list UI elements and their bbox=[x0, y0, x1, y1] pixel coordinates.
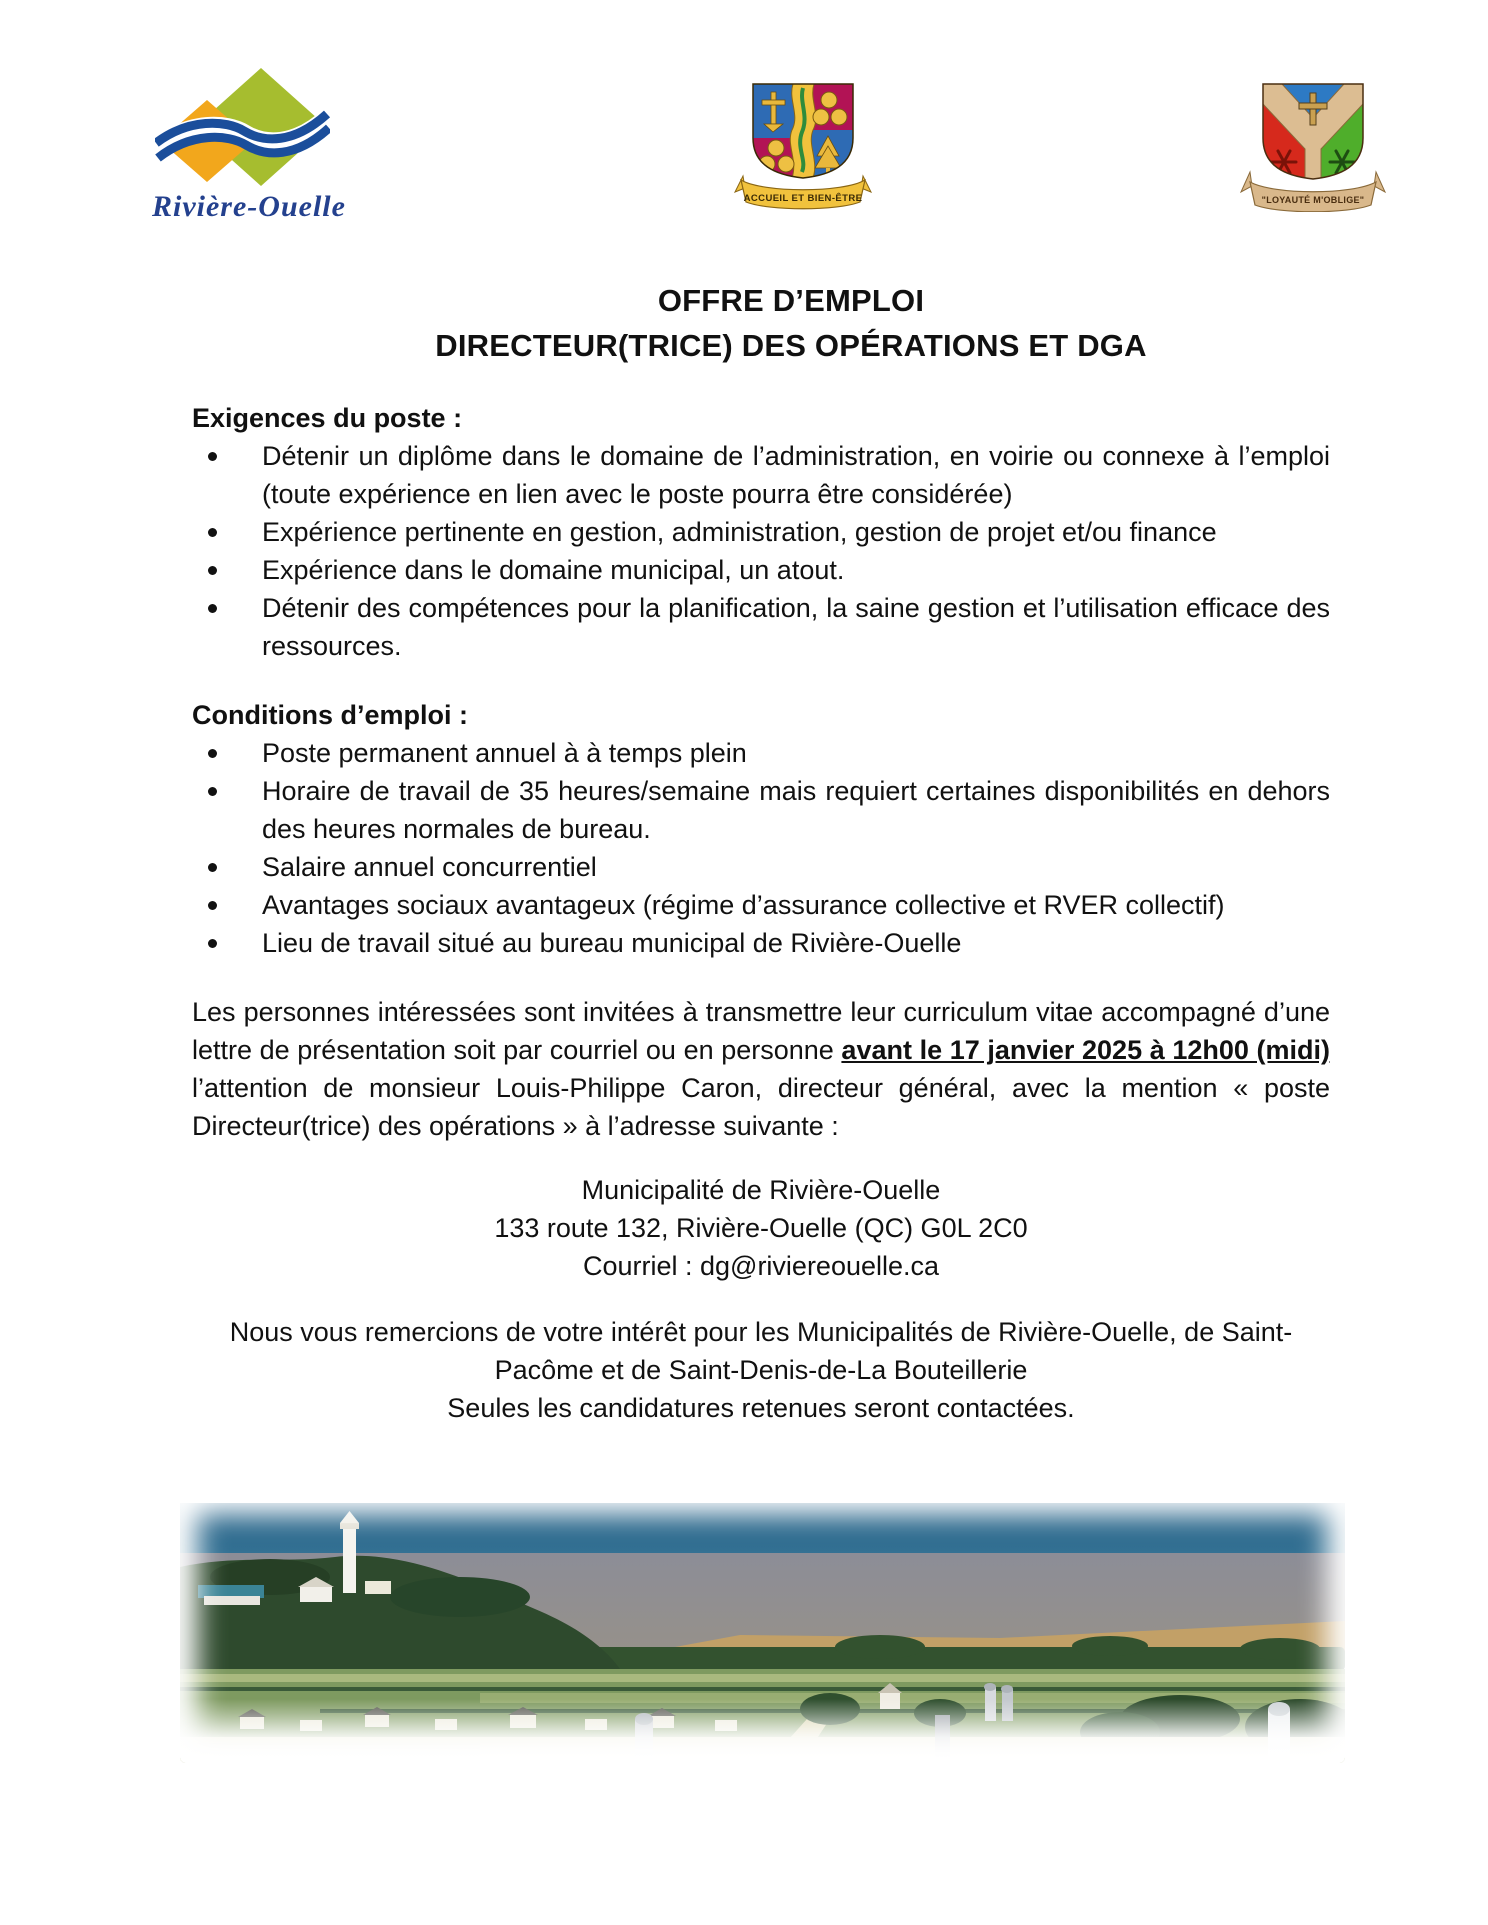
section-heading: Conditions d’emploi : bbox=[192, 700, 468, 730]
riviere-ouelle-landscape-photo bbox=[180, 1497, 1345, 1763]
list-item: Poste permanent annuel à à temps plein bbox=[192, 734, 1330, 772]
landscape-photo-graphic bbox=[180, 1497, 1345, 1763]
application-deadline: avant le 17 janvier 2025 à 12h00 (midi) bbox=[841, 1035, 1330, 1065]
page-subtitle: DIRECTEUR(TRICE) DES OPÉRATIONS ET DGA bbox=[435, 328, 1147, 363]
application-paragraph bbox=[192, 993, 1330, 1145]
address-line-email: Courriel : dg@riviereouelle.ca bbox=[582, 1251, 940, 1281]
application-text: l’attention de monsieur Louis-Philippe Caron, directeur général, avec la mention « poste Directeur(trice) des opérations » à l’adresse suivante : bbox=[192, 1073, 1330, 1141]
coat-of-arms-loyaute bbox=[1238, 80, 1388, 217]
address-line-name: Municipalité de Rivière-Ouelle bbox=[581, 1175, 941, 1205]
section-conditions bbox=[192, 696, 1330, 962]
application-text: Les personnes intéressées sont invitées à transmettre leur curriculum vitae accompagné d’une lettre de présentation soit par courriel ou en personne bbox=[192, 997, 1330, 1065]
list-item: Avantages sociaux avantageux (régime d’assurance collective et RVER collectif) bbox=[192, 886, 1330, 924]
header-logos bbox=[0, 0, 1488, 223]
address-line-street: 133 route 132, Rivière-Ouelle (QC) G0L 2C0 bbox=[494, 1213, 1028, 1243]
document-body bbox=[0, 399, 1488, 1763]
closing-thanks: Nous vous remercions de votre intérêt pour les Municipalités de Rivière-Ouelle, de Saint-Pacôme et de Saint-Denis-de-La Bouteillerie bbox=[229, 1317, 1293, 1385]
riviere-ouelle-logo-text: Rivière-Ouelle bbox=[152, 190, 346, 223]
list-item: Expérience pertinente en gestion, administration, gestion de projet et/ou finance bbox=[192, 513, 1330, 551]
loyaute-crest-motto: "LOYAUTÉ M'OBLIGE" bbox=[1261, 195, 1365, 205]
list-item: Horaire de travail de 35 heures/semaine mais requiert certaines disponibilités en dehors des heures normales de bureau. bbox=[192, 772, 1330, 848]
loyaute-crest-icon bbox=[1238, 80, 1388, 212]
title-block bbox=[47, 278, 1488, 368]
coat-of-arms-accueil bbox=[733, 80, 873, 217]
address-block bbox=[192, 1171, 1330, 1285]
exigences-list bbox=[192, 437, 1330, 665]
closing-note: Seules les candidatures retenues seront contactées. bbox=[447, 1393, 1075, 1423]
list-item: Salaire annuel concurrentiel bbox=[192, 848, 1330, 886]
page-title: OFFRE D’EMPLOI bbox=[657, 283, 925, 318]
section-exigences bbox=[192, 399, 1330, 665]
conditions-list bbox=[192, 734, 1330, 962]
list-item: Expérience dans le domaine municipal, un atout. bbox=[192, 551, 1330, 589]
riviere-ouelle-logo bbox=[152, 66, 346, 224]
accueil-crest-motto: ACCUEIL ET BIEN-ÊTRE bbox=[743, 193, 863, 204]
list-item: Détenir un diplôme dans le domaine de l’administration, en voirie ou connexe à l’emploi (toute expérience en lien avec le poste pourra être considérée) bbox=[192, 437, 1330, 513]
riviere-ouelle-logo-icon bbox=[155, 66, 330, 188]
list-item: Lieu de travail situé au bureau municipal de Rivière-Ouelle bbox=[192, 924, 1330, 962]
accueil-crest-icon bbox=[733, 80, 873, 212]
section-heading: Exigences du poste : bbox=[192, 403, 463, 433]
closing-block bbox=[192, 1313, 1330, 1427]
list-item: Détenir des compétences pour la planification, la saine gestion et l’utilisation efficace des ressources. bbox=[192, 589, 1330, 665]
